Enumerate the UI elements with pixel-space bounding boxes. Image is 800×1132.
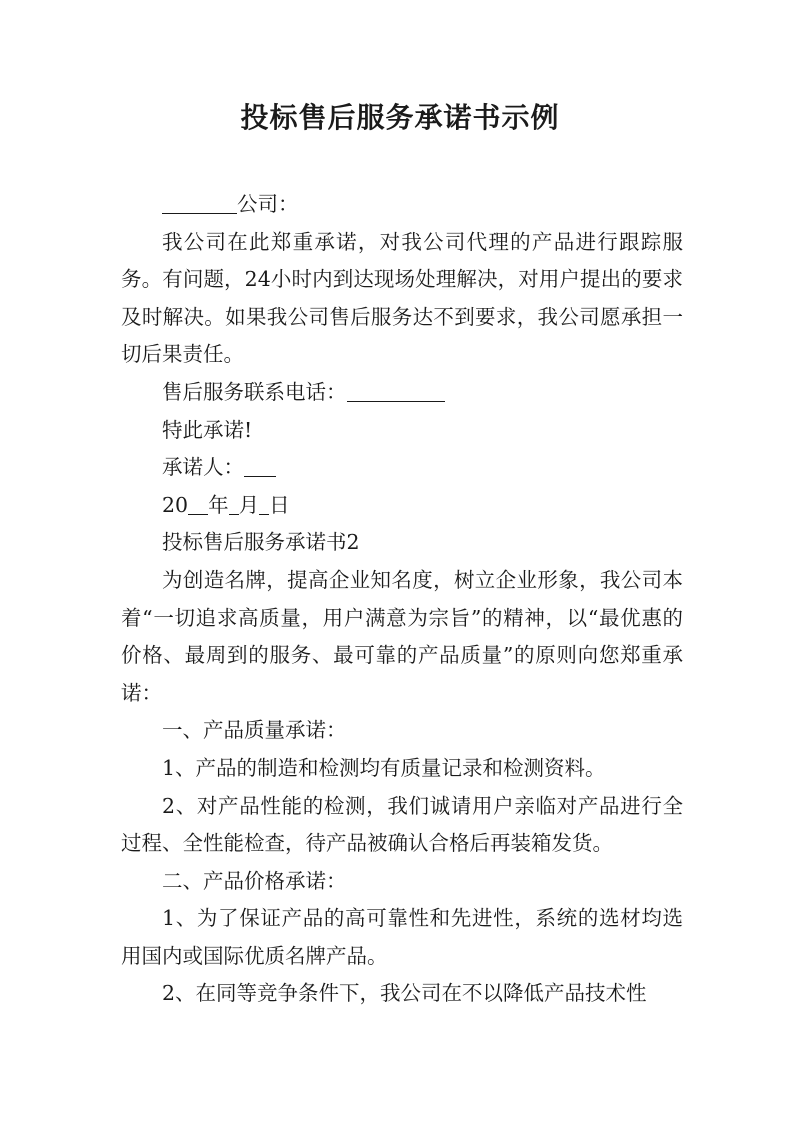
document-title: 投标售后服务承诺书示例 xyxy=(240,101,560,134)
phone-line xyxy=(121,374,683,412)
item-quality-2: 2、对产品性能的检测，我们诚请用户亲临对产品进行全过程、全性能检查，待产品被确认合格后再装箱发货。 xyxy=(121,793,683,856)
paragraph-intro: 为创造名牌，提高企业知名度，树立企业形象，我公司本着“一切追求高质量，用户满意为宗旨”的精神，以“最优惠的价格、最周到的服务、最可靠的产品质量”的原则向您郑重承诺： xyxy=(121,567,683,705)
date-line xyxy=(121,487,683,525)
date-year-label: 年 xyxy=(208,492,229,517)
section2-title: 投标售后服务承诺书2 xyxy=(162,530,360,555)
addressee-line xyxy=(121,186,683,224)
date-prefix: 20 xyxy=(162,492,189,517)
blank-month xyxy=(229,492,239,515)
item-price-1: 1、为了保证产品的高可靠性和先进性，系统的选材均选用国内或国际优质名牌产品。 xyxy=(121,906,683,968)
heading-quality: 一、产品质量承诺： xyxy=(162,718,347,743)
blank-company-name xyxy=(162,192,237,215)
item-quality-1: 1、产品的制造和检测均有质量记录和检测资料。 xyxy=(162,755,606,780)
document-body xyxy=(121,186,683,1013)
promiser-label: 承诺人： xyxy=(162,455,244,480)
blank-phone xyxy=(347,380,445,403)
addressee-suffix: 公司： xyxy=(237,192,299,216)
date-day-label: 日 xyxy=(269,492,290,517)
blank-day xyxy=(259,492,269,515)
phone-label: 售后服务联系电话： xyxy=(162,379,347,404)
blank-year xyxy=(188,492,208,515)
blank-promiser xyxy=(244,455,276,478)
hereby-line: 特此承诺! xyxy=(162,417,253,442)
item-price-2: 2、在同等竞争条件下，我公司在不以降低产品技术性 xyxy=(162,981,647,1006)
paragraph-commitment: 我公司在此郑重承诺，对我公司代理的产品进行跟踪服务。有问题，24小时内到达现场处理解决，对用户提出的要求及时解决。如果我公司售后服务达不到要求，我公司愿承担一切后果责任。 xyxy=(121,229,683,367)
promiser-line xyxy=(121,449,683,487)
date-month-label: 月 xyxy=(238,492,260,517)
heading-price: 二、产品价格承诺： xyxy=(162,868,347,893)
